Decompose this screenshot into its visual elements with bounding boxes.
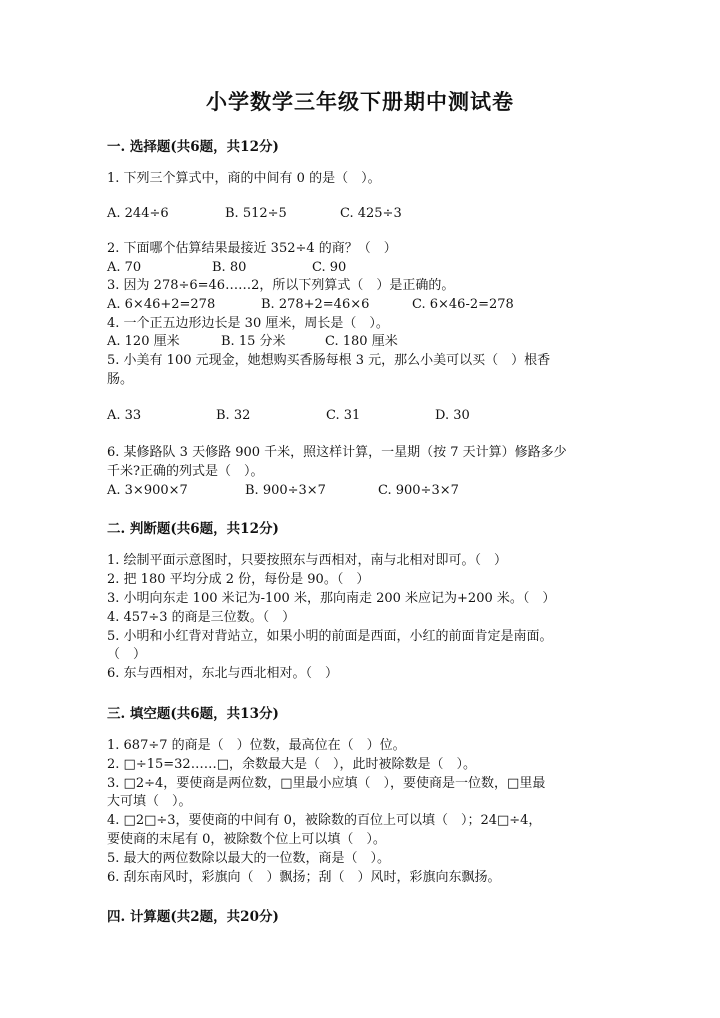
question-text-cont: 要使商的末尾有 0，被除数个位上可以填（ ）。 bbox=[107, 832, 386, 847]
question-text: 4. 457÷3 的商是三位数。（ ） bbox=[107, 610, 296, 625]
option-c: C. 6×46-2=278 bbox=[412, 297, 514, 312]
section-heading-choice: 一. 选择题(共6题，共12分) bbox=[107, 139, 279, 155]
option-b: B. 15 分米 bbox=[221, 334, 286, 349]
question-text: 2. 下面哪个估算结果最接近 352÷4 的商？（ ） bbox=[107, 241, 397, 256]
option-c: C. 425÷3 bbox=[340, 206, 402, 221]
section-heading-fill: 三. 填空题(共6题，共13分) bbox=[107, 706, 279, 722]
question-text: 3. □2÷4，要使商是两位数，□里最小应填（ ），要使商是一位数，□里最 bbox=[107, 776, 546, 791]
option-a: A. 70 bbox=[107, 260, 142, 275]
question-text: 1. 687÷7 的商是（ ）位数，最高位在（ ）位。 bbox=[107, 738, 406, 753]
question-text: 1. 下列三个算式中，商的中间有 0 的是（ ）。 bbox=[107, 171, 381, 186]
option-c: C. 900÷3×7 bbox=[378, 483, 459, 498]
option-a: A. 6×46+2=278 bbox=[107, 297, 216, 312]
question-text: 3. 小明向东走 100 米记为-100 米，那向南走 200 米应记为+200 米。（ ） bbox=[107, 591, 556, 606]
question-text: 2. □÷15=32……□，余数最大是（ ），此时被除数是（ ）。 bbox=[107, 757, 476, 772]
question-text: 1. 绘制平面示意图时，只要按照东与西相对，南与北相对即可。（ ） bbox=[107, 553, 508, 568]
question-text: 6. 某修路队 3 天修路 900 千米，照这样计算，一星期（按 7 天计算）修路多少 bbox=[107, 445, 567, 460]
section-heading-calc: 四. 计算题(共2题，共20分) bbox=[107, 909, 279, 925]
option-c: C. 90 bbox=[312, 260, 347, 275]
option-c: C. 180 厘米 bbox=[325, 334, 398, 349]
option-b: B. 32 bbox=[216, 408, 251, 423]
option-a: A. 33 bbox=[107, 408, 142, 423]
option-c: C. 31 bbox=[326, 408, 361, 423]
question-text-cont: 大可填（ ）。 bbox=[107, 794, 192, 809]
question-text: 4. 一个正五边形边长是 30 厘米，周长是（ ）。 bbox=[107, 316, 389, 331]
option-b: B. 900÷3×7 bbox=[245, 483, 326, 498]
question-text-cont: （ ） bbox=[107, 647, 147, 662]
question-text: 4. □2□÷3，要使商的中间有 0，被除数的百位上可以填（ ）；24□÷4， bbox=[107, 813, 542, 828]
question-text: 6. 刮东南风时，彩旗向（ ）飘扬；刮（ ）风时，彩旗向东飘扬。 bbox=[107, 870, 501, 885]
option-a: A. 3×900×7 bbox=[107, 483, 188, 498]
option-a: A. 244÷6 bbox=[107, 206, 169, 221]
option-b: B. 80 bbox=[212, 260, 247, 275]
section-heading-judge: 二. 判断题(共6题，共12分) bbox=[107, 521, 279, 537]
option-b: B. 278+2=46×6 bbox=[261, 297, 370, 312]
option-d: D. 30 bbox=[435, 408, 470, 423]
option-b: B. 512÷5 bbox=[225, 206, 287, 221]
option-a: A. 120 厘米 bbox=[107, 334, 180, 349]
question-text: 5. 最大的两位数除以最大的一位数，商是（ ）。 bbox=[107, 851, 391, 866]
question-text: 5. 小美有 100 元现金，她想购买香肠每根 3 元，那么小美可以买（ ）根香 bbox=[107, 353, 551, 368]
question-text: 5. 小明和小红背对背站立，如果小明的前面是西面，小红的前面肯定是南面。 bbox=[107, 629, 553, 644]
question-text-cont: 肠。 bbox=[107, 372, 134, 387]
question-text-cont: 千米?正确的列式是（ ）。 bbox=[107, 464, 264, 479]
page-title: 小学数学三年级下册期中测试卷 bbox=[206, 89, 514, 114]
question-text: 2. 把 180 平均分成 2 份，每份是 90。（ ） bbox=[107, 572, 370, 587]
question-text: 3. 因为 278÷6=46……2，所以下列算式（ ）是正确的。 bbox=[107, 278, 455, 293]
question-text: 6. 东与西相对，东北与西北相对。（ ） bbox=[107, 666, 339, 681]
